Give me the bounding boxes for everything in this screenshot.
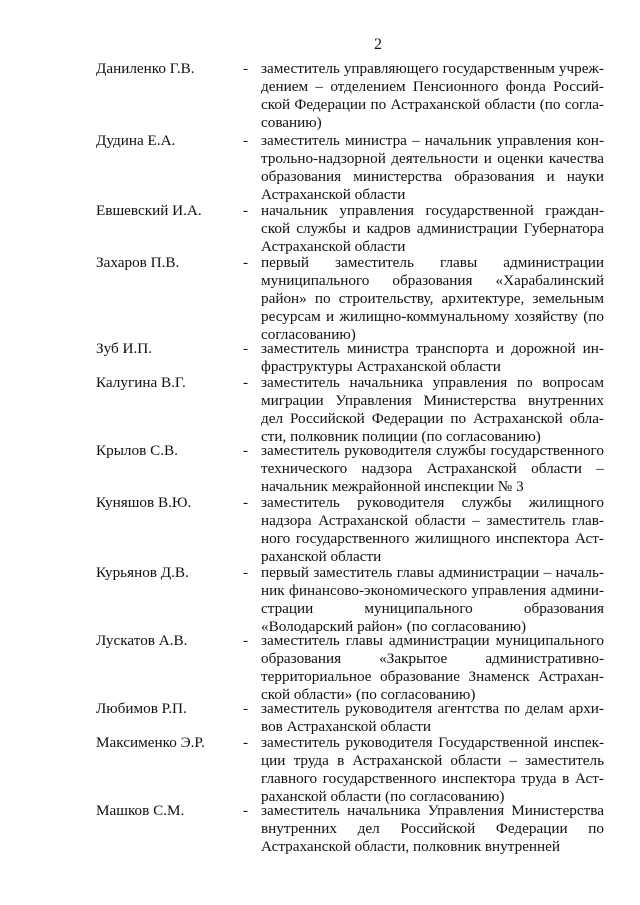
person-name: Даниленко Г.В. — [96, 60, 195, 77]
position-description: первый заместитель главы администрации муниципального образования «Харабалинский район» по строительству, архитектуре, земельным ресурсам и жилищно-коммунальному хозяйству (по согласованию) — [261, 254, 604, 343]
position-description: начальник управления государственной граждан-ской службы и кадров администрации Губернатора Астраханской области — [261, 202, 604, 255]
dash-separator: - — [243, 632, 249, 649]
position-description: заместитель руководителя службы государственного технического надзора Астраханской области – начальник межрайонной инспекции № 3 — [261, 442, 604, 495]
person-name: Максименко Э.Р. — [96, 734, 205, 751]
person-name: Крылов С.В. — [96, 442, 178, 459]
person-name: Лускатов А.В. — [96, 632, 188, 649]
position-description: заместитель управляющего государственным учреж-дением – отделением Пенсионного фонда Россий-ской Федерации по Астраханской области (по согла-сованию) — [261, 60, 604, 131]
dash-separator: - — [243, 494, 249, 511]
position-description: заместитель министра транспорта и дорожной ин-фраструктуры Астраханской области — [261, 340, 604, 375]
person-name: Зуб И.П. — [96, 340, 153, 357]
dash-separator: - — [243, 60, 249, 77]
dash-separator: - — [243, 374, 249, 391]
dash-separator: - — [243, 564, 249, 581]
position-description: заместитель начальника Управления Министерства внутренних дел Российской Федерации по Астраханской области, полковник внутренней — [261, 802, 604, 855]
person-name: Любимов Р.П. — [96, 700, 187, 717]
position-description: заместитель министра – начальник управления кон-трольно-надзорной деятельности и оценки качества образования министерства образования и науки Астраханской области — [261, 132, 604, 203]
dash-separator: - — [243, 734, 249, 751]
person-name: Калугина В.Г. — [96, 374, 186, 391]
person-name: Дудина Е.А. — [96, 132, 176, 149]
person-name: Захаров П.В. — [96, 254, 180, 271]
dash-separator: - — [243, 442, 249, 459]
person-name: Курьянов Д.В. — [96, 564, 189, 581]
dash-separator: - — [243, 254, 249, 271]
person-name: Евшевский И.А. — [96, 202, 202, 219]
page-number: 2 — [374, 36, 382, 53]
person-name: Куняшов В.Ю. — [96, 494, 192, 511]
position-description: заместитель руководителя службы жилищного надзора Астраханской области – заместитель глав-ного государственного жилищного инспектора Аст-раханской области — [261, 494, 604, 565]
position-description: первый заместитель главы администрации – началь-ник финансово-экономического управления админи-страции муниципального образования «Володарский район» (по согласованию) — [261, 564, 604, 635]
position-description: заместитель руководителя Государственной инспек-ции труда в Астраханской области – заместитель главного государственного инспектора труда в Аст-раханской области (по согласованию) — [261, 734, 604, 805]
position-description: заместитель главы администрации муниципального образования «Закрытое административно-территориальное образование Знаменск Астрахан-ской области» (по согласованию) — [261, 632, 604, 703]
dash-separator: - — [243, 340, 249, 357]
dash-separator: - — [243, 700, 249, 717]
dash-separator: - — [243, 202, 249, 219]
person-name: Машков С.М. — [96, 802, 185, 819]
position-description: заместитель руководителя агентства по делам архи-вов Астраханской области — [261, 700, 604, 735]
dash-separator: - — [243, 132, 249, 149]
position-description: заместитель начальника управления по вопросам миграции Управления Министерства внутренних дел Российской Федерации по Астраханской обла-сти, полковник полиции (по согласованию) — [261, 374, 604, 445]
dash-separator: - — [243, 802, 249, 819]
